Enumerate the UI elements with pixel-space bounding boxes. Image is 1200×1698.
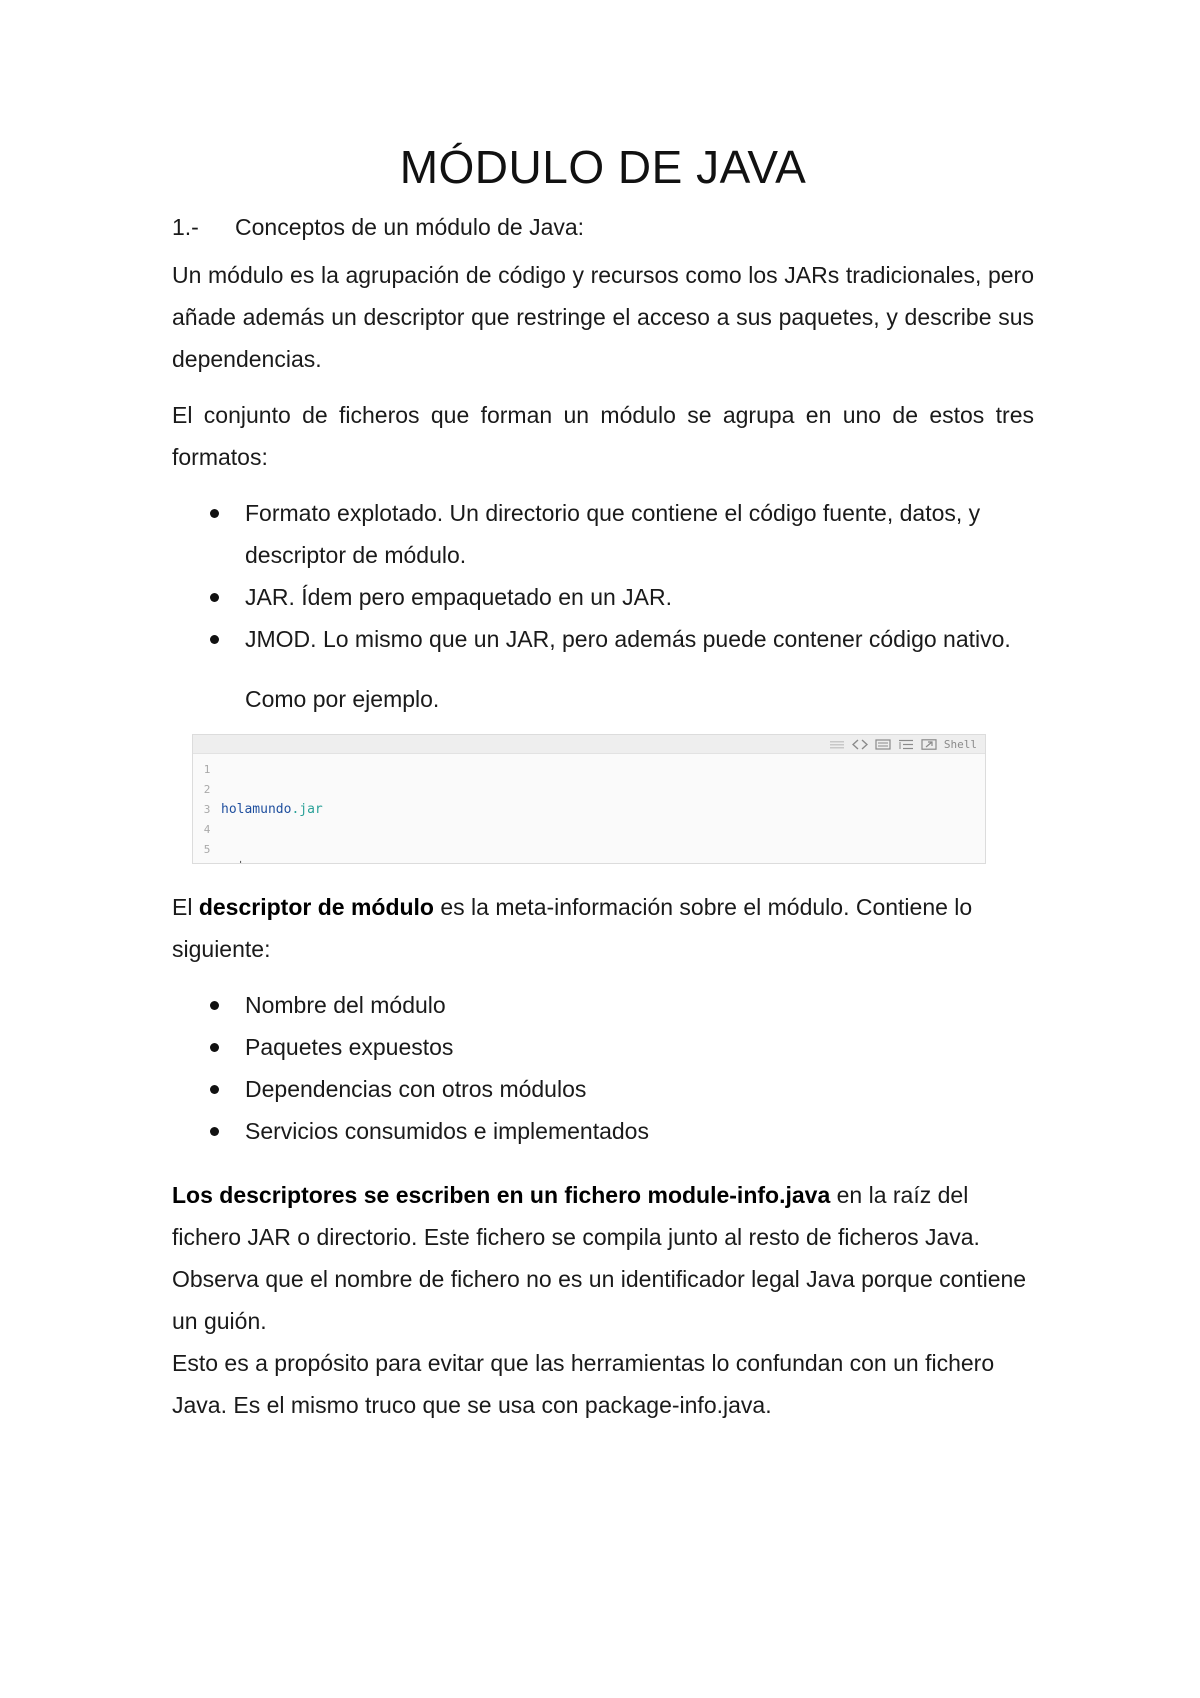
final-paragraph: Los descriptores se escriben en un fichero module-info.java en la raíz del fichero JAR o directorio. Este fichero se compila junto al resto de ficheros Java. Observa que el nombre de fichero no es un identificador legal Java porque contiene un guión.: [172, 1182, 1027, 1334]
final-bold-statement: Los descriptores se escriben en un fichero module-info.java: [172, 1182, 831, 1208]
bullet-icon: [210, 1127, 219, 1136]
lines-icon[interactable]: [829, 739, 845, 750]
descriptor-list: [172, 984, 1034, 1152]
section-heading: [172, 210, 1034, 244]
view-source-icon[interactable]: [852, 739, 868, 750]
bullet-icon: [210, 1085, 219, 1094]
code-line: holamundo.jar: [221, 802, 323, 817]
section-number: 1.-: [172, 214, 199, 240]
list-item: Servicios consumidos e implementados: [172, 1110, 1034, 1152]
list-item: Paquetes expuestos: [172, 1026, 1034, 1068]
list-item: Nombre del módulo: [172, 984, 1034, 1026]
descriptor-paragraph: El descriptor de módulo es la meta-información sobre el módulo. Contiene lo siguiente:: [172, 894, 973, 962]
copy-icon[interactable]: [875, 739, 891, 750]
indent-icon[interactable]: [898, 739, 914, 750]
open-window-icon[interactable]: [921, 739, 937, 750]
document-title: MÓDULO DE JAVA: [399, 141, 807, 193]
bullet-icon: [210, 1001, 219, 1010]
formats-paragraph: El conjunto de ficheros que forman un módulo se agrupa en uno de estos tres formatos:: [172, 402, 1034, 470]
example-label: Como por ejemplo.: [245, 686, 440, 712]
document-page: [172, 140, 1034, 1440]
bullet-icon: [210, 635, 219, 644]
list-item: JMOD. Lo mismo que un JAR, pero además puede contener código nativo.: [172, 618, 1034, 660]
descriptor-term: descriptor de módulo: [198, 894, 434, 920]
list-item: Dependencias con otros módulos: [172, 1068, 1034, 1110]
section-title: Conceptos de un módulo de Java:: [235, 214, 585, 240]
line-numbers: 1 2 3 4 5: [203, 763, 211, 856]
intro-paragraph: Un módulo es la agrupación de código y recursos como los JARs tradicionales, pero añade además un descriptor que restringe el acceso a sus paquetes, y describe sus dependencias.: [172, 262, 1034, 372]
list-item: JAR. Ídem pero empaquetado en un JAR.: [172, 576, 1034, 618]
final-paragraph-2: Esto es a propósito para evitar que las herramientas lo confundan con un fichero Java. Es el mismo truco que se usa con package-info.java.: [172, 1350, 995, 1418]
code-line: [221, 860, 479, 864]
list-item: Formato explotado. Un directorio que contiene el código fuente, datos, y descriptor de módulo.: [172, 492, 1034, 576]
formats-list: [172, 492, 1034, 660]
bullet-icon: [210, 1043, 219, 1052]
code-lines: [221, 754, 479, 864]
language-label: Shell: [943, 737, 977, 751]
code-snippet: [192, 734, 986, 864]
code-body: [193, 754, 985, 864]
code-toolbar: [193, 735, 985, 754]
bullet-icon: [210, 509, 219, 518]
bullet-icon: [210, 593, 219, 602]
